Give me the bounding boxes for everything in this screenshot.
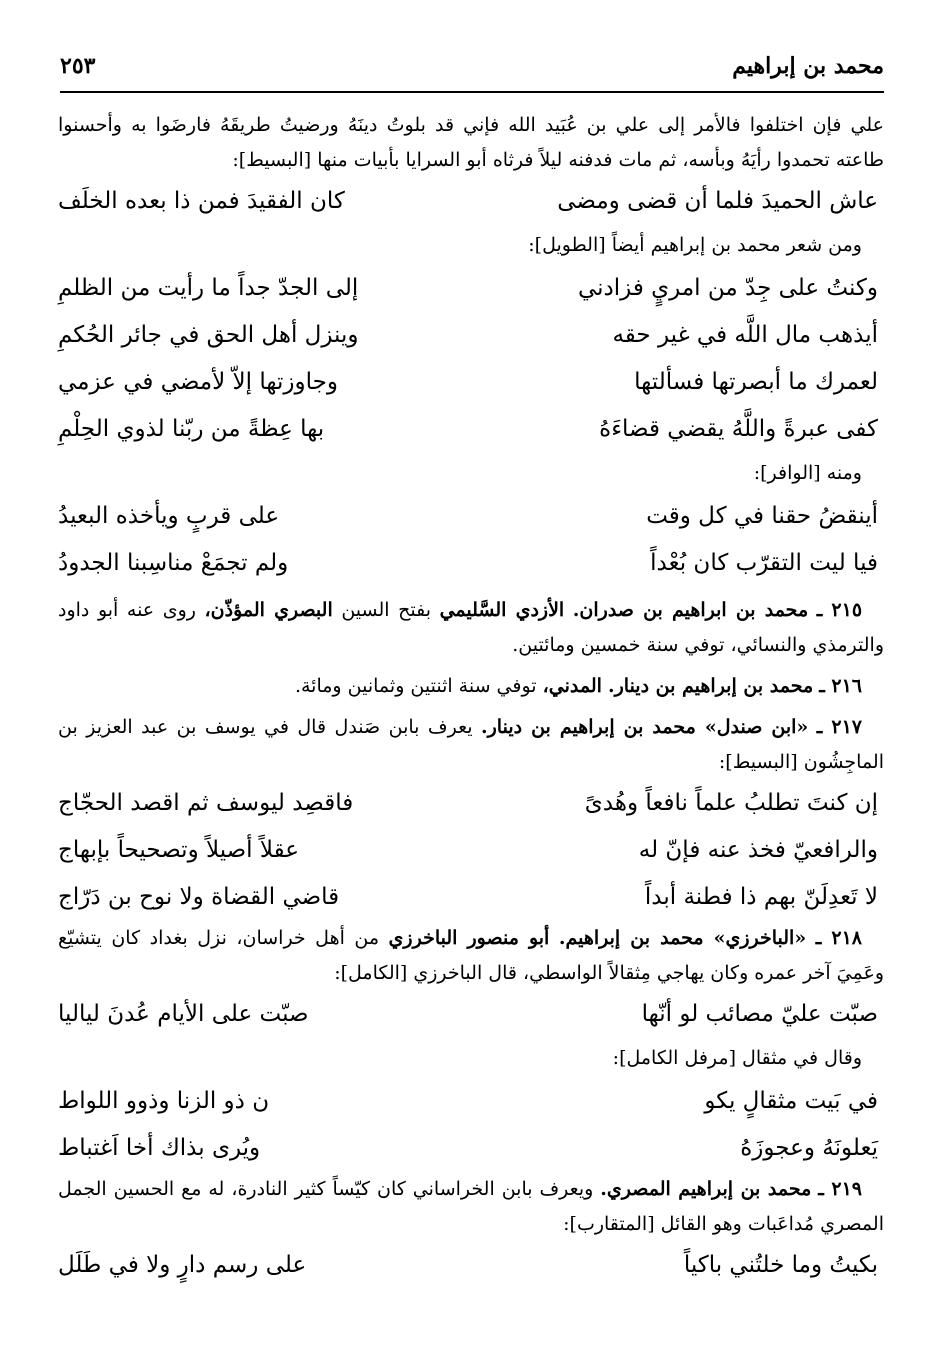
entry-note: بفتح السين	[341, 599, 431, 621]
verse-first-hemistich: يَعلونَهُ وعجوزَهُ	[740, 1135, 878, 1161]
verse-second-hemistich: على قربٍ ويأخذه البعيدُ	[58, 503, 280, 529]
verse-first-hemistich: كفى عبرةً واللَّهُ يقضي قضاءَهُ	[599, 416, 878, 442]
page-number: ٢٥٣	[60, 53, 96, 79]
verse-first-hemistich: وكنتُ على جِدّ من امريٍ فزادني	[577, 275, 878, 301]
verse-first-hemistich: بكيتُ وما خلتُني باكياً	[683, 1252, 878, 1278]
verse-second-hemistich: ولم تجمَعْ مناسِبنا الجدودُ	[58, 550, 289, 576]
verse-second-hemistich: وجاوزتها إلاّ لأمضي في عزمي	[58, 369, 338, 395]
verse-second-hemistich: بها عِظةً من ربّنا لذوي الحِلْمِ	[58, 416, 325, 442]
entry-nisba: المدني،	[542, 675, 602, 697]
entry-number: ٢١٦ ـ	[819, 675, 862, 697]
verse-line	[58, 265, 884, 312]
page-header	[60, 46, 884, 86]
entry-number: ٢١٨ ـ	[815, 927, 863, 949]
verse-line	[58, 991, 884, 1038]
verse-intro: ومن شعر محمد بن إبراهيم أيضاً [الطويل]:	[528, 234, 862, 256]
entry-name: «الباخرزي» محمد بن إبراهيم.	[558, 927, 807, 949]
verse-line	[58, 1078, 884, 1125]
verse-first-hemistich: والرافعيّ فخذ عنه فإنّ له	[638, 837, 878, 863]
verse-line	[58, 178, 884, 225]
verse-first-hemistich: إن كنتَ تطلبُ علماً نافعاً وهُدىً	[584, 790, 878, 816]
verse-first-hemistich: صبّت عليّ مصائب لو أنّها	[641, 1001, 878, 1027]
entry-name: محمد بن ابراهيم بن صدران.	[572, 599, 809, 621]
entry-text: روى عنه أبو داود والترمذي والنسائي، توفي سنة خمسين ومائتين.	[58, 599, 884, 656]
verse-second-hemistich: ن ذو الزنا وذوو اللواط	[58, 1088, 270, 1114]
entry-215	[58, 593, 884, 663]
verse-first-hemistich: لا تَعدِلَنّ بهم ذا فطنة أبداً	[644, 884, 878, 910]
verse-second-hemistich: صبّت على الأيام عُدنَ لياليا	[58, 1001, 309, 1027]
verse-second-hemistich: فاقصِد ليوسف ثم اقصد الحجّاج	[58, 790, 354, 816]
running-title: محمد بن إبراهيم	[732, 53, 884, 79]
verse-intro: وقال في مثقال [مرفل الكامل]:	[612, 1047, 862, 1069]
verse-line	[58, 827, 884, 874]
verse-line	[58, 540, 884, 587]
verse-line	[58, 1242, 884, 1289]
verse-first-hemistich: لعمرك ما أبصرتها فسألتها	[634, 369, 878, 395]
verse-line	[58, 874, 884, 921]
verse-second-hemistich: وينزل أهل الحق في جائر الحُكمِ	[58, 322, 359, 348]
page-body	[58, 108, 884, 1289]
verse-second-hemistich: عقلاً أصيلاً وتصحيحاً بإبهاج	[58, 837, 299, 863]
entry-nisba-2: البصري المؤذّن،	[204, 599, 333, 621]
verse-line	[58, 406, 884, 453]
entry-217	[58, 710, 884, 780]
verse-second-hemistich: قاضي القضاة ولا نوح بن دَرّاج	[58, 884, 340, 910]
verse-first-hemistich: أينقضُ حقنا في كل وقت	[646, 503, 878, 529]
verse-first-hemistich: فيا ليت التقرّب كان بُعْداً	[650, 550, 878, 576]
verse-second-hemistich: على رسم دارٍ ولا في طَلَل	[58, 1252, 307, 1278]
entry-text: ويعرف بابن الخراساني كان كيّساً كثير النادرة، له مع الحسين الجمل المصري مُداعَبات وهو القائل [المتقارب]:	[58, 1178, 884, 1235]
verse-line	[58, 312, 884, 359]
entry-name: محمد بن إبراهيم بن دينار.	[607, 675, 814, 697]
verse-first-hemistich: في بَيت مثقالٍ يكو	[704, 1088, 878, 1114]
entry-nisba: الأزدي السَّليمي	[439, 599, 565, 621]
verse-intro: ومنه [الوافر]:	[753, 462, 862, 484]
verse-first-hemistich: أيذهب مال اللَّه في غير حقه	[612, 322, 878, 348]
entry-name: «ابن صندل» محمد بن إبراهيم بن دينار.	[481, 716, 809, 738]
verse-second-hemistich: كان الفقيدَ فمن ذا بعده الخلَف	[58, 188, 345, 214]
entry-number: ٢١٥ ـ	[816, 599, 863, 621]
verse-line	[58, 359, 884, 406]
verse-line	[58, 1125, 884, 1172]
entry-kunya: أبو منصور الباخرزي	[388, 927, 550, 949]
header-rule	[60, 91, 884, 93]
entry-name: محمد بن إبراهيم المصري.	[600, 1178, 812, 1200]
entry-text: توفي سنة اثنتين وثمانين ومائة.	[294, 675, 537, 697]
entry-number: ٢١٧ ـ	[816, 716, 863, 738]
verse-second-hemistich: ويُرى بذاك أخا اَغتباط	[58, 1135, 261, 1161]
verse-second-hemistich: إلى الجدّ جداً ما رأيت من الظلمِ	[58, 275, 359, 301]
paragraph: علي فإن اختلفوا فالأمر إلى علي بن عُبَيد الله فإني قد بلوتُ دينَهُ ورضيتُ طريقَهُ فارضَوا به وأحسنوا طاعته تحمدوا رأيَهُ وبأسه، ثم مات فدفنه ليلاً فرثاه أبو السرايا بأبيات منها [البسيط]:	[58, 114, 884, 171]
entry-218	[58, 921, 884, 991]
entry-216	[58, 669, 884, 704]
entry-219	[58, 1172, 884, 1242]
verse-line	[58, 780, 884, 827]
verse-first-hemistich: عاش الحميدَ فلما أن قضى ومضى	[557, 188, 878, 214]
entry-text: من أهل خراسان، نزل بغداد كان يتشيّع وعَمِيَ آخر عمره وكان يهاجي مِثقالاً الواسطي، قال الباخرزي [الكامل]:	[58, 927, 884, 984]
entry-number: ٢١٩ ـ	[818, 1178, 862, 1200]
entry-text: يعرف بابن صَندل قال في يوسف بن عبد العزيز بن الماجِشُون [البسيط]:	[58, 716, 884, 773]
verse-line	[58, 493, 884, 540]
